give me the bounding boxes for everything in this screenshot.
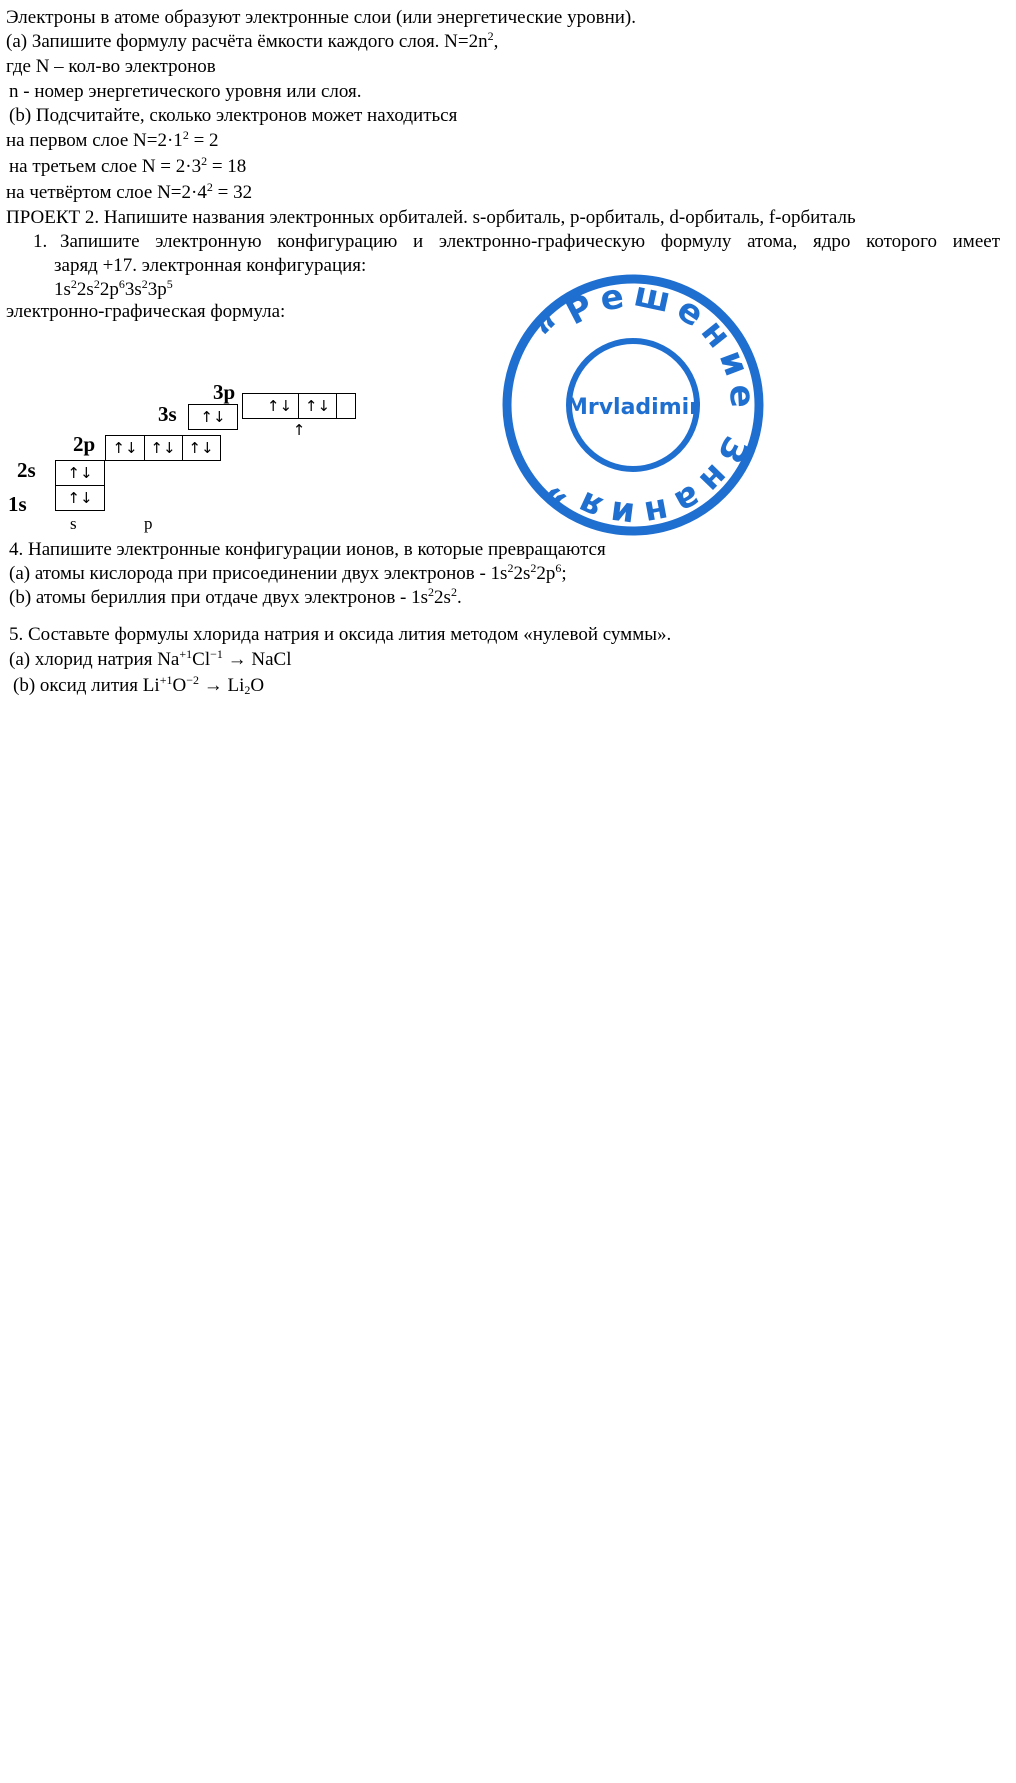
orbital-cell: ↑↓: [299, 394, 337, 418]
question-5a-nacl: (a) хлорид натрия $Na^{+1}Cl^{-1}$ → NaCl: [9, 647, 292, 670]
fourth-layer-calc: на четвёртом слое $N=2\cdot 4^2 = 32$: [6, 180, 253, 203]
orbital-cell: ↑↓: [107, 436, 145, 460]
list-number: 1.: [33, 231, 48, 252]
orbital-box-3p: [242, 393, 356, 439]
question-b: (b) Подсчитайте, сколько электронов может находиться: [9, 105, 458, 126]
definition-n-electrons: где N – кол-во электронов: [6, 56, 216, 77]
orbital-box-3s: [188, 404, 238, 430]
axis-label-p: p: [144, 514, 153, 533]
electron-configuration: $1s^22s^22p^63s^23p^5$: [54, 277, 173, 300]
orbital-cell: ↑↓: [145, 436, 183, 460]
question-5b-li2o: (b) оксид лития $Li^{+1}O^{-2} \to Li_2O$: [13, 673, 265, 697]
orbital-box-1s: [55, 485, 105, 511]
list-item-text: Запишите электронную конфигурацию и электронно-графическую формулу атома, ядро которого имеет: [60, 231, 1000, 252]
stamp-seal: [500, 274, 766, 536]
question-4: 4. Напишите электронные конфигурации ионов, в которые превращаются: [9, 539, 606, 560]
definition-n-level: n - номер энергетического уровня или слоя.: [9, 81, 362, 102]
question-5: 5. Составьте формулы хлорида натрия и оксида лития методом «нулевой суммы».: [9, 624, 672, 645]
level-label-2s: 2s: [17, 458, 36, 482]
orbital-cell: ↑↓: [200, 408, 226, 426]
orbital-cell: ↑↓: [67, 464, 93, 482]
stamp-center-text: Mrvladimir: [565, 395, 701, 420]
orbital-cell: ↑↓: [188, 439, 214, 457]
level-label-1s: 1s: [8, 492, 27, 516]
orbital-box-2s: [55, 460, 105, 486]
question-4a-oxygen: (a) атомы кислорода при присоединении двух электронов - $1s^22s^22p^6$;: [9, 561, 567, 584]
project-2-orbitals: ПРОЕКТ 2. Напишите названия электронных орбиталей. s-орбиталь, p-орбиталь, d-орбиталь, f-орбиталь: [6, 207, 856, 228]
list-item-1: [6, 230, 1000, 254]
level-label-3s: 3s: [158, 402, 177, 426]
list-item-1-continued: заряд +17. электронная конфигурация:: [54, 255, 367, 276]
orbital-cell: ↑↓: [261, 394, 299, 418]
question-a-formula: (a) Запишите формулу расчёта ёмкости каждого слоя. $N=2n^2$,: [6, 29, 499, 52]
first-layer-calc: на первом слое $N=2\cdot 1^2 = 2$: [6, 128, 219, 151]
orbital-box-2p: [105, 435, 221, 461]
axis-label-s: s: [70, 514, 77, 533]
orbital-diagram: [0, 380, 420, 540]
graph-formula-label: электронно-графическая формула:: [6, 301, 286, 322]
question-4b-beryllium: (b) атомы бериллия при отдаче двух электронов - $1s^22s^2$.: [9, 585, 462, 608]
level-label-2p: 2p: [73, 432, 96, 456]
third-layer-calc: на третьем слое $N = 2\cdot 3^2 = 18$: [9, 154, 247, 177]
orbital-cell: ↑: [292, 421, 306, 439]
stamp-ring-text: “Решение Знания”: [530, 274, 763, 535]
stamp-graphic: [500, 274, 766, 536]
orbital-cell: ↑↓: [67, 489, 93, 507]
intro-line: Электроны в атоме образуют электронные слои (или энергетические уровни).: [6, 7, 636, 28]
level-label-3p: 3p: [213, 380, 236, 404]
